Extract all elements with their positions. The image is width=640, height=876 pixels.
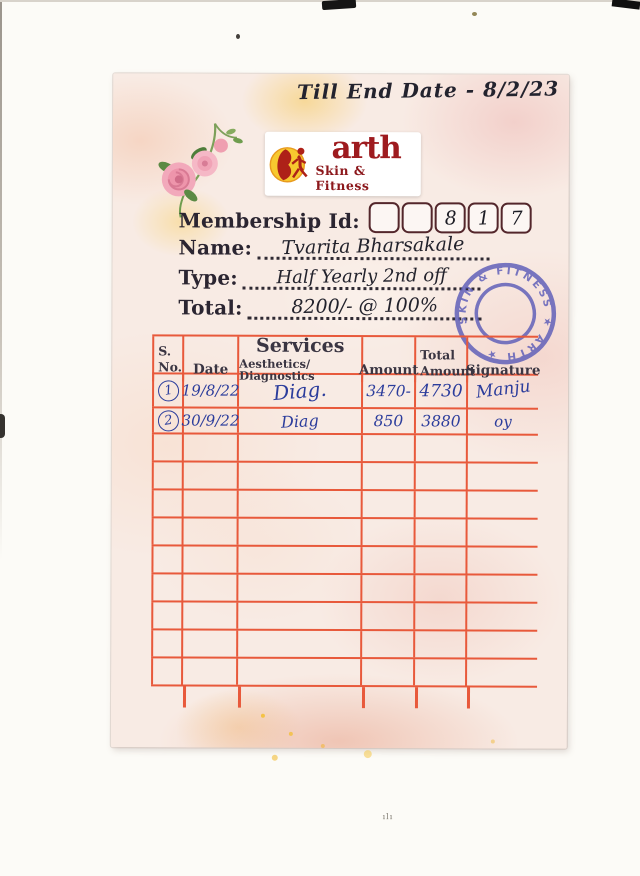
- cell-sno: [151, 658, 183, 684]
- cell-sno: [151, 630, 183, 656]
- scan-speck: [472, 12, 477, 16]
- cell-total: [416, 519, 468, 545]
- services-value: Diag.: [272, 376, 328, 406]
- name-label: Name:: [178, 235, 253, 260]
- cell-total: [415, 575, 467, 601]
- logo-tagline: Skin & Fitness: [315, 162, 370, 193]
- cell-date: [184, 462, 239, 488]
- cell-signature: [468, 519, 538, 545]
- cell-amount: [362, 631, 415, 657]
- cell-total: [416, 491, 468, 517]
- cell-total: [415, 603, 467, 629]
- total-row: [178, 294, 481, 320]
- cell-signature: [468, 491, 538, 517]
- table-row: [152, 374, 538, 409]
- cell-total: [415, 659, 467, 685]
- header-services-sub: Aesthetics/ Diagnostics: [239, 356, 315, 383]
- scan-edge-top: [0, 0, 640, 2]
- cell-signature: [468, 375, 538, 407]
- cell-services: [239, 409, 363, 433]
- cell-services: [238, 547, 362, 573]
- cell-total: [416, 375, 468, 407]
- table-row: [152, 490, 538, 519]
- membership-id-boxes: [369, 202, 534, 234]
- cell-amount: [363, 435, 416, 461]
- scan-smudge-top-right: [612, 0, 640, 10]
- cell-date: [184, 434, 239, 460]
- total-label: Total:: [178, 295, 243, 320]
- name-value: Tvarita Bharsakale: [281, 233, 465, 260]
- cell-total: [416, 435, 468, 461]
- cell-sno: [152, 408, 184, 432]
- services-value: Diag: [280, 410, 320, 432]
- membership-card-paper: [111, 73, 569, 822]
- cell-total: [415, 547, 467, 573]
- cell-signature: [468, 435, 538, 461]
- table-row: [152, 408, 538, 435]
- cell-services: [238, 575, 362, 601]
- cell-sno: [152, 490, 184, 516]
- scan-speck: [236, 34, 240, 39]
- header-amount-label: Amount: [358, 362, 419, 379]
- cell-sno: [152, 518, 184, 544]
- type-value: Half Yearly 2nd off: [276, 264, 448, 289]
- cell-date: [184, 490, 239, 516]
- id-digit: 8: [443, 206, 457, 230]
- id-box: [435, 202, 466, 233]
- cell-signature: [468, 409, 538, 433]
- cell-signature: [468, 463, 538, 489]
- services-table: [151, 334, 541, 687]
- id-box: [501, 203, 532, 234]
- signature-value: Manju: [474, 376, 532, 403]
- id-box: [468, 202, 499, 233]
- cell-total: [416, 463, 468, 489]
- header-total-line2: Amount: [420, 363, 476, 379]
- cell-sno: [152, 434, 184, 460]
- table-row: [151, 546, 537, 575]
- cell-amount: [362, 547, 415, 573]
- cell-date: [184, 518, 239, 544]
- membership-id-label: Membership Id:: [178, 208, 360, 234]
- cell-date: [183, 574, 238, 600]
- cell-amount: [363, 375, 416, 407]
- date-value: 19/8/22: [181, 381, 240, 400]
- cell-services: [239, 519, 363, 545]
- id-digit: 7: [509, 206, 523, 230]
- cell-services: [238, 603, 362, 629]
- cell-services: [238, 631, 362, 657]
- cell-services: [239, 463, 363, 489]
- cell-sno: [152, 462, 184, 488]
- sno-value: 2: [156, 409, 180, 433]
- pencil-mark: ılı: [382, 812, 394, 822]
- table-bottom-stubs: [151, 686, 537, 708]
- amount-value: 850: [373, 412, 404, 431]
- type-label: Type:: [178, 265, 238, 290]
- arth-logo: [265, 132, 421, 197]
- cell-sno: [151, 546, 183, 572]
- table-row: [152, 434, 538, 463]
- cell-sno: [151, 602, 183, 628]
- cell-date: [183, 546, 238, 572]
- cell-signature: [467, 575, 537, 601]
- cell-services: [238, 659, 362, 685]
- cell-total: [416, 409, 468, 433]
- type-row: [178, 265, 480, 290]
- membership-id-row: [179, 201, 534, 233]
- header-signature-label: Signature: [465, 362, 541, 379]
- total-value: 4730: [419, 381, 463, 402]
- cell-amount: [363, 463, 416, 489]
- scan-smudge-top: [322, 0, 357, 10]
- cell-amount: [362, 603, 415, 629]
- header-total-line1: Total: [420, 346, 456, 362]
- paper-speckles: [261, 714, 265, 718]
- id-box: [402, 202, 433, 233]
- header-date-label: Date: [192, 361, 229, 378]
- cell-amount: [362, 575, 415, 601]
- table-row: [152, 518, 538, 547]
- id-box: [369, 202, 400, 233]
- cell-amount: [363, 491, 416, 517]
- cell-amount: [363, 519, 416, 545]
- header-sno-line1: S.: [158, 343, 172, 359]
- cell-sno: [151, 574, 183, 600]
- id-digit: 1: [476, 206, 490, 230]
- cell-date: [181, 408, 240, 432]
- cell-date: [183, 658, 238, 684]
- cell-date: [181, 374, 240, 406]
- cell-signature: [467, 547, 537, 573]
- amount-value: 3470-: [366, 382, 411, 401]
- cell-sno: [152, 374, 184, 406]
- table-row: [151, 574, 537, 603]
- cell-total: [415, 631, 467, 657]
- logo-name: arth: [331, 130, 401, 167]
- cell-signature: [467, 631, 537, 657]
- table-row: [152, 462, 538, 491]
- cell-signature: [467, 603, 537, 629]
- table-header-row: [152, 334, 541, 383]
- name-line: [257, 235, 489, 261]
- header-sno-line2: No.: [158, 358, 183, 374]
- total-value: 8200/- @ 100%: [291, 294, 439, 319]
- cell-amount: [363, 409, 416, 433]
- arth-logo-icon: [269, 139, 314, 189]
- name-row: [179, 234, 490, 260]
- header-services-label: Services: [255, 334, 345, 358]
- cell-date: [183, 602, 238, 628]
- sno-value: 1: [156, 379, 180, 403]
- date-value: 30/9/22: [181, 411, 240, 430]
- total-value: 3880: [421, 412, 461, 431]
- till-end-date-note: Till End Date - 8/2/23: [296, 76, 560, 105]
- table-row: [151, 602, 537, 631]
- service-table-body: [151, 374, 538, 687]
- signature-value: oy: [494, 412, 512, 431]
- table-row: [151, 658, 537, 687]
- cell-signature: [467, 659, 537, 685]
- scan-edge-left: [0, 0, 2, 560]
- cell-services: [239, 375, 363, 407]
- cell-date: [183, 630, 238, 656]
- scan-mark-left: [0, 414, 5, 438]
- table-row: [151, 630, 537, 659]
- stamp-ring-text: SKIN & FITNESS ★ ARTH ★: [456, 264, 554, 363]
- cell-services: [239, 435, 363, 461]
- cell-services: [239, 491, 363, 517]
- cell-amount: [362, 659, 415, 685]
